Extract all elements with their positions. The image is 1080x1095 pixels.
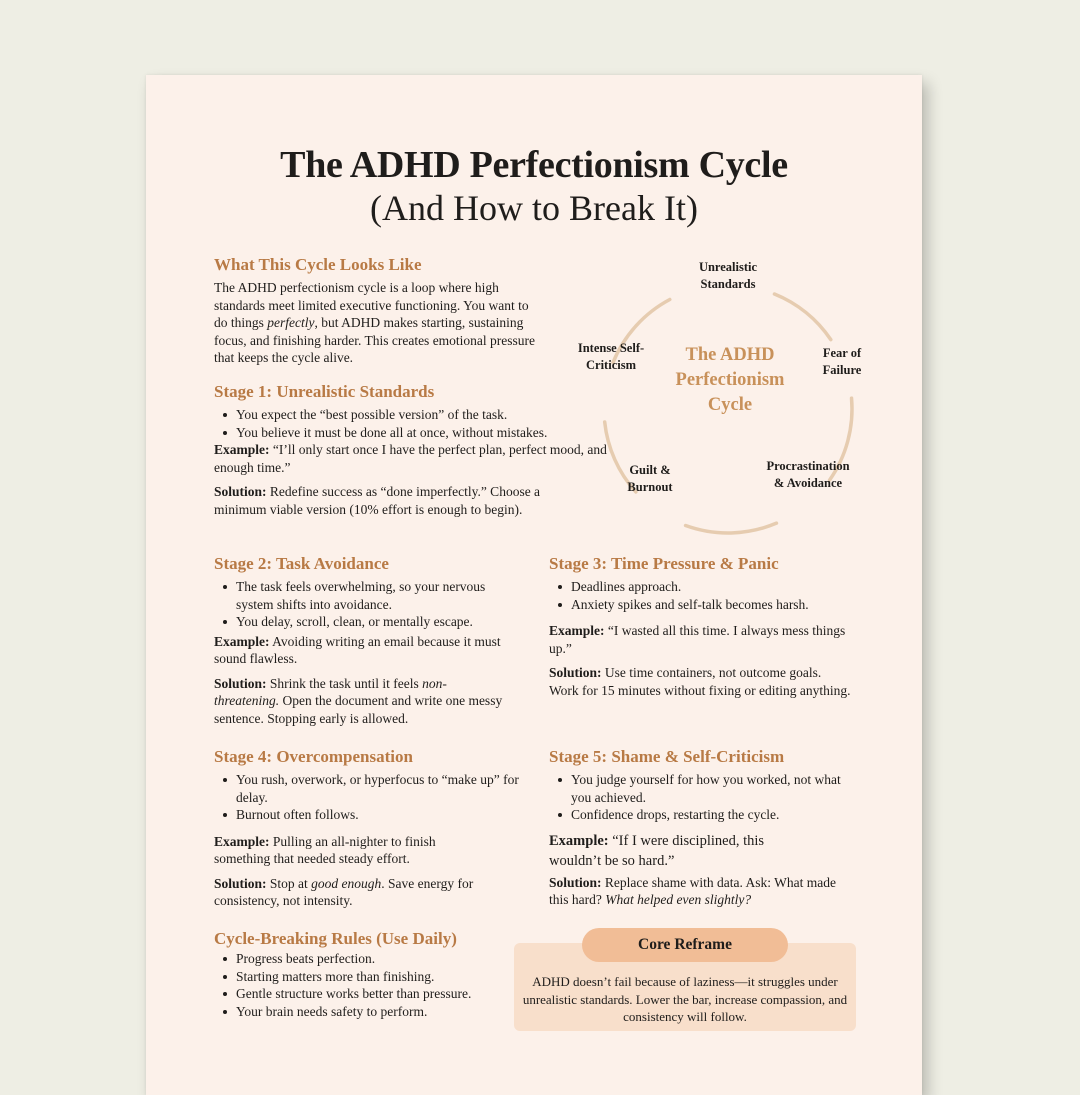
stage4-solution-emphasis: good enough — [311, 875, 382, 891]
cycle-stage-procrastination — [766, 458, 849, 492]
list-item: Deadlines approach. — [571, 578, 859, 596]
stage4-solution — [214, 875, 504, 910]
page-title: The ADHD Perfectionism Cycle — [280, 144, 788, 186]
stage2-bullets — [214, 578, 508, 631]
core-reframe-text: ADHD doesn’t fail because of laziness—it struggles under unrealistic standards. Lower the bar, increase compassion, and consistency will follow. — [522, 974, 848, 1024]
list-item: You judge yourself for how you worked, not what you achieved. — [571, 771, 846, 806]
stage5-block — [549, 771, 859, 909]
rules-heading: Cycle-Breaking Rules (Use Daily) — [214, 929, 457, 948]
cycle-stage-line: Failure — [822, 363, 862, 377]
stage3-block — [549, 578, 859, 699]
stage3-example-text: “I wasted all this time. I always mess things up.” — [549, 623, 846, 656]
stage4-example-text: Pulling an all-nighter to finish something that needed steady effort. — [214, 833, 436, 866]
stage5-solution-text: Replace shame with data. Ask: What made this hard? — [549, 874, 836, 907]
solution-label: Solution: — [214, 484, 267, 499]
stage1-block — [214, 406, 614, 518]
cycle-stage-fear-of-failure — [823, 345, 862, 379]
stage1-heading: Stage 1: Unrealistic Standards — [214, 382, 435, 401]
stage4-bullets — [214, 771, 524, 824]
stage4-heading: Stage 4: Overcompensation — [214, 747, 413, 766]
intro-text: The ADHD perfectionism cycle is a loop where high standards meet limited executive functioning. You want to do things — [214, 280, 529, 330]
stage2-solution — [214, 675, 504, 728]
stage5-bullets — [549, 771, 846, 824]
example-label: Example: — [214, 633, 270, 649]
solution-label: Solution: — [214, 675, 267, 691]
rules-block — [214, 950, 514, 1020]
stage3-example — [549, 622, 849, 657]
stage5-heading: Stage 5: Shame & Self-Criticism — [549, 747, 785, 766]
stage2-example-text: Avoiding writing an email because it must sound flawless. — [214, 633, 501, 666]
cycle-stage-line: Unrealistic — [698, 260, 758, 274]
cycle-ring-arc — [774, 294, 830, 340]
cycle-stage-line: & Avoidance — [773, 476, 843, 490]
stage2-block — [214, 578, 514, 727]
stage4-solution-end: . Save energy for consistency, not intensity. — [214, 875, 474, 908]
cycle-stage-line: Standards — [700, 277, 756, 291]
cycle-center-title — [676, 343, 785, 418]
cycle-center-line: Perfectionism — [675, 370, 785, 390]
core-reframe-label: Core Reframe — [582, 928, 788, 962]
stage4-block — [214, 771, 524, 910]
stage5-example — [549, 831, 809, 871]
cycle-stage-line: Burnout — [627, 480, 673, 494]
cycle-stage-line: Guilt & — [629, 463, 671, 477]
cycle-stage-unrealistic-standards — [699, 259, 757, 293]
handout-page — [146, 75, 922, 1095]
stage2-example — [214, 633, 504, 668]
cycle-ring-arc — [686, 523, 777, 533]
list-item: Confidence drops, restarting the cycle. — [571, 806, 846, 824]
solution-label: Solution: — [549, 874, 602, 890]
example-label: Example: — [214, 833, 270, 849]
cycle-center-line: The ADHD — [685, 345, 775, 365]
list-item: You believe it must be done all at once, without mistakes. — [236, 424, 614, 442]
cycle-stage-guilt-burnout — [627, 462, 672, 496]
stage3-heading: Stage 3: Time Pressure & Panic — [549, 554, 779, 573]
page-subtitle: (And How to Break It) — [370, 188, 698, 228]
intro-heading: What This Cycle Looks Like — [214, 255, 422, 274]
cycle-diagram — [577, 260, 866, 547]
cycle-stage-self-criticism — [578, 340, 644, 374]
stage2-solution-end: Open the document and write one messy sentence. Stopping early is allowed. — [214, 693, 503, 726]
cycle-stage-line: Criticism — [586, 358, 636, 372]
solution-label: Solution: — [549, 665, 602, 680]
stage4-solution-text: Stop at — [269, 875, 312, 891]
stage1-solution-text: Redefine success as “done imperfectly.” Choose a minimum viable version (10% effort is enough to begin). — [214, 484, 541, 517]
stage1-example-text: “I’ll only start once I have the perfect plan, perfect mood, and enough time.” — [214, 442, 607, 475]
stage3-solution-text: Use time containers, not outcome goals. Work for 15 minutes without fixing or editing anything. — [549, 665, 851, 698]
list-item: Your brain needs safety to perform. — [236, 1003, 514, 1021]
stage2-solution-text: Shrink the task until it feels — [269, 675, 423, 691]
stage3-bullets — [549, 578, 859, 613]
list-item: You delay, scroll, clean, or mentally escape. — [236, 613, 508, 631]
list-item: The task feels overwhelming, so your nervous system shifts into avoidance. — [236, 578, 508, 613]
intro-text-end: , but ADHD makes starting, sustaining focus, and finishing harder. This creates emotional pressure that keeps the cycle alive. — [214, 315, 536, 365]
stage5-solution-emphasis: What helped even slightly? — [605, 892, 752, 907]
cycle-stage-line: Intense Self- — [577, 341, 645, 355]
stage2-heading: Stage 2: Task Avoidance — [214, 554, 389, 573]
intro-paragraph — [214, 279, 536, 367]
list-item: You expect the “best possible version” of the task. — [236, 406, 614, 424]
list-item: Starting matters more than finishing. — [236, 968, 514, 986]
example-label: Example: — [214, 442, 270, 457]
intro-emphasis: perfectly — [267, 315, 315, 330]
stage4-example — [214, 833, 464, 868]
stage1-example — [214, 441, 612, 476]
stage5-example-text: “If I were disciplined, this wouldn’t be so hard.” — [549, 832, 765, 869]
cycle-center-line: Cycle — [707, 395, 753, 415]
solution-label: Solution: — [214, 875, 267, 891]
list-item: Anxiety spikes and self-talk becomes harsh. — [571, 596, 859, 614]
list-item: Progress beats perfection. — [236, 950, 514, 968]
example-label: Example: — [549, 623, 605, 638]
example-label: Example: — [549, 832, 609, 849]
list-item: You rush, overwork, or hyperfocus to “make up” for delay. — [236, 771, 524, 806]
stage1-bullets — [214, 406, 614, 441]
cycle-stage-line: Fear of — [822, 346, 862, 360]
list-item: Burnout often follows. — [236, 806, 524, 824]
rules-list — [214, 950, 514, 1020]
list-item: Gentle structure works better than pressure. — [236, 985, 514, 1003]
stage5-solution — [549, 874, 839, 909]
stage2-solution-emphasis: non-threatening. — [214, 675, 447, 708]
stage1-solution — [214, 483, 554, 518]
stage3-solution — [549, 664, 854, 699]
cycle-stage-line: Procrastination — [766, 459, 850, 473]
